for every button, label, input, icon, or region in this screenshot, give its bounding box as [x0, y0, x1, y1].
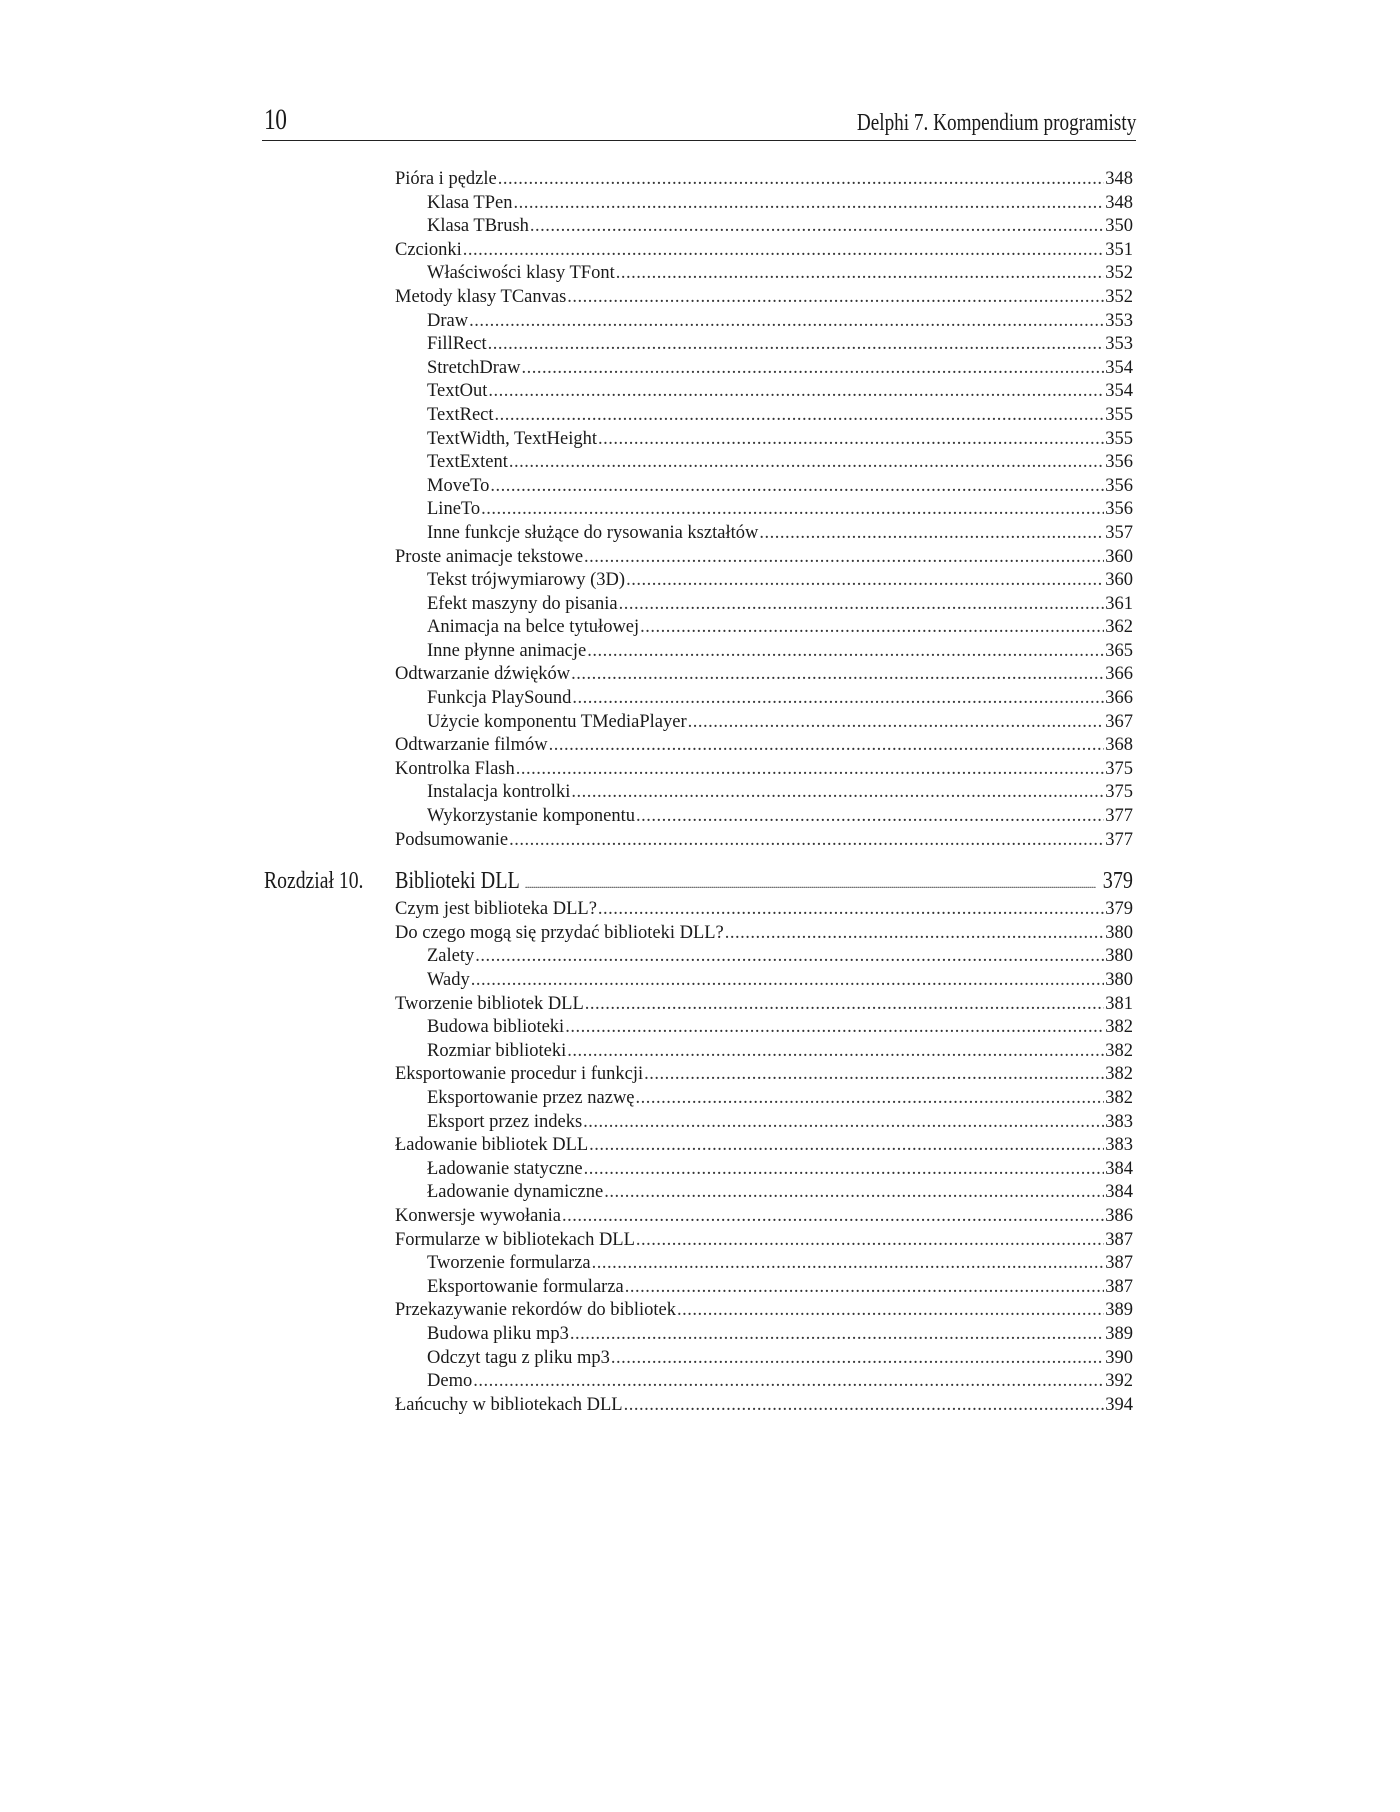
- toc-entry-page: 380: [1105, 970, 1133, 990]
- toc-entry-page: 387: [1105, 1276, 1133, 1297]
- toc-entry: [395, 758, 1133, 782]
- toc-subentry: [395, 262, 1133, 286]
- toc-subentry: [395, 333, 1133, 357]
- toc-entry-title: Proste animacje tekstowe: [395, 546, 584, 567]
- dot-leader: [516, 758, 1105, 782]
- toc-subentry: [395, 569, 1133, 593]
- dot-leader: [725, 922, 1104, 946]
- dot-leader: [495, 404, 1105, 428]
- toc-subentry: [395, 1323, 1133, 1347]
- toc-subentry: [395, 593, 1133, 617]
- dot-leader: [624, 1394, 1105, 1418]
- toc-entry-title: Podsumowanie: [395, 829, 509, 850]
- toc-entry-page: 384: [1105, 1158, 1133, 1179]
- dot-leader: [604, 1181, 1104, 1205]
- toc-subentry: [395, 475, 1133, 499]
- dot-leader: [585, 993, 1104, 1017]
- toc-subentry: [395, 1016, 1133, 1040]
- dot-leader: [583, 1111, 1104, 1135]
- dot-leader: [562, 1205, 1104, 1229]
- toc-entry-title: Odczyt tagu z pliku mp3: [427, 1347, 610, 1368]
- toc-entry: [395, 993, 1133, 1017]
- toc-entry-title: Eksportowanie formularza: [427, 1276, 624, 1297]
- dot-leader: [636, 1229, 1104, 1253]
- toc-section-after-chapter: [395, 898, 1133, 1417]
- toc-entry-title: Łańcuchy w bibliotekach DLL: [395, 1394, 623, 1415]
- toc-entry-title: LineTo: [427, 499, 481, 520]
- dot-leader: [570, 1323, 1104, 1347]
- toc-entry-page: 357: [1105, 522, 1133, 543]
- chapter-heading-row: [395, 864, 1133, 898]
- toc-entry-page: 380: [1105, 946, 1133, 967]
- dot-leader: [688, 711, 1105, 735]
- toc-entry-page: 387: [1105, 1229, 1133, 1250]
- toc-entry-page: 354: [1105, 381, 1133, 402]
- dot-leader: [572, 687, 1104, 711]
- toc-entry-page: 380: [1105, 922, 1133, 943]
- toc-subentry: [395, 616, 1133, 640]
- toc-entry-title: FillRect: [427, 334, 487, 355]
- toc-entry-title: Formularze w bibliotekach DLL: [395, 1229, 635, 1250]
- toc-subentry: [395, 687, 1133, 711]
- dot-leader: [488, 333, 1105, 357]
- toc-entry-title: Metody klasy TCanvas: [395, 286, 567, 307]
- toc-entry-title: Budowa pliku mp3: [427, 1323, 569, 1344]
- toc-entry-page: 382: [1105, 1017, 1133, 1038]
- toc-entry-title: Eksportowanie przez nazwę: [427, 1087, 635, 1108]
- toc-entry-title: Użycie komponentu TMediaPlayer: [427, 711, 687, 732]
- toc-entry-title: Draw: [427, 310, 469, 331]
- dot-leader: [584, 546, 1104, 570]
- toc-entry-title: Ładowanie dynamiczne: [427, 1182, 604, 1203]
- chapter-title: Biblioteki DLL: [395, 868, 520, 895]
- toc-entry-title: Czcionki: [395, 239, 462, 260]
- toc-entry: [395, 663, 1133, 687]
- toc-entry-title: Wady: [427, 970, 470, 990]
- toc-entry-title: Demo: [427, 1371, 473, 1392]
- toc-entry-title: Inne płynne animacje: [427, 640, 587, 661]
- toc-entry-page: 384: [1105, 1182, 1133, 1203]
- toc-entry-page: 353: [1105, 310, 1133, 331]
- dot-leader: [530, 215, 1104, 239]
- toc-subentry: [395, 522, 1133, 546]
- toc-entry: [395, 922, 1133, 946]
- dot-leader: [549, 734, 1105, 758]
- toc-entry-page: 352: [1105, 286, 1133, 307]
- toc-subentry: [395, 1111, 1133, 1135]
- dot-leader: [598, 428, 1104, 452]
- toc-entry-page: 362: [1105, 617, 1133, 638]
- toc-subentry: [395, 969, 1133, 993]
- toc-subentry: [395, 1158, 1133, 1182]
- toc-entry-title: TextExtent: [427, 452, 508, 473]
- dot-leader: [471, 969, 1105, 993]
- toc-subentry: [395, 215, 1133, 239]
- dot-leader: [619, 593, 1105, 617]
- toc-entry-title: Tekst trójwymiarowy (3D): [427, 570, 626, 591]
- toc-entry-page: 348: [1105, 192, 1133, 213]
- toc-subentry: [395, 640, 1133, 664]
- toc-entry-page: 390: [1105, 1347, 1133, 1368]
- toc-entry: [395, 1299, 1133, 1323]
- toc-entry-title: Konwersje wywołania: [395, 1205, 561, 1226]
- toc-subentry: [395, 711, 1133, 735]
- toc-entry-title: Animacja na belce tytułowej: [427, 617, 640, 638]
- page-header: [262, 100, 1136, 141]
- toc-entry-page: 360: [1105, 570, 1133, 591]
- toc-entry-page: 381: [1105, 993, 1133, 1014]
- chapter-page-number: 379: [1102, 868, 1133, 895]
- dot-leader: [640, 616, 1104, 640]
- toc-entry: [395, 546, 1133, 570]
- dot-leader: [625, 1276, 1105, 1300]
- dot-leader: [626, 569, 1104, 593]
- toc-subentry: [395, 1252, 1133, 1276]
- toc-subentry: [395, 1347, 1133, 1371]
- toc-entry: [395, 1063, 1133, 1087]
- toc-entry-page: 375: [1105, 758, 1133, 779]
- dot-leader: [522, 357, 1105, 381]
- table-of-contents: [395, 168, 1133, 1417]
- dot-leader: [567, 1040, 1104, 1064]
- dot-leader: [473, 1370, 1104, 1394]
- toc-subentry: [395, 451, 1133, 475]
- dot-leader: [509, 451, 1104, 475]
- toc-entry: [395, 1394, 1133, 1418]
- toc-entry-page: 361: [1105, 593, 1133, 614]
- toc-subentry: [395, 1370, 1133, 1394]
- dot-leader: [571, 663, 1104, 687]
- toc-entry-title: Eksport przez indeks: [427, 1111, 583, 1132]
- page-number: 10: [264, 103, 287, 136]
- dot-leader: [636, 1087, 1105, 1111]
- toc-entry-page: 383: [1105, 1135, 1133, 1156]
- toc-entry-page: 351: [1105, 239, 1133, 260]
- toc-entry-title: Czym jest biblioteka DLL?: [395, 899, 597, 920]
- toc-entry-page: 382: [1105, 1064, 1133, 1085]
- toc-entry-title: Funkcja PlaySound: [427, 688, 572, 709]
- dot-leader: [567, 286, 1104, 310]
- toc-entry-title: Instalacja kontrolki: [427, 782, 571, 803]
- toc-entry: [395, 286, 1133, 310]
- toc-entry-title: Tworzenie formularza: [427, 1253, 591, 1274]
- toc-entry: [395, 898, 1133, 922]
- toc-entry-title: StretchDraw: [427, 357, 521, 378]
- toc-entry-page: 377: [1105, 829, 1133, 850]
- toc-entry: [395, 1134, 1133, 1158]
- toc-entry-title: Kontrolka Flash: [395, 758, 515, 779]
- toc-entry-page: 375: [1105, 782, 1133, 803]
- toc-entry-page: 355: [1105, 404, 1133, 425]
- toc-entry-title: Eksportowanie procedur i funkcji: [395, 1064, 644, 1085]
- dot-leader: [481, 498, 1104, 522]
- toc-entry-page: 379: [1105, 899, 1133, 920]
- toc-entry-title: Odtwarzanie dźwięków: [395, 664, 571, 685]
- toc-entry-page: 366: [1105, 688, 1133, 709]
- toc-entry-title: MoveTo: [427, 475, 490, 496]
- dot-leader: [592, 1252, 1105, 1276]
- toc-entry-title: Pióra i pędzle: [395, 169, 497, 189]
- dot-leader: [611, 1347, 1104, 1371]
- dot-leader: [509, 829, 1104, 853]
- toc-entry-page: 348: [1105, 169, 1133, 189]
- toc-entry-page: 352: [1105, 263, 1133, 284]
- toc-entry-title: Klasa TPen: [427, 192, 513, 213]
- toc-entry: [395, 1229, 1133, 1253]
- toc-entry-title: Do czego mogą się przydać biblioteki DLL?: [395, 922, 724, 943]
- toc-entry-page: 392: [1105, 1371, 1133, 1392]
- toc-entry-page: 394: [1105, 1394, 1133, 1415]
- toc-entry-title: Przekazywanie rekordów do bibliotek: [395, 1300, 677, 1321]
- dot-leader: [463, 239, 1104, 263]
- toc-entry-title: Tworzenie bibliotek DLL: [395, 993, 584, 1014]
- toc-entry-title: Ładowanie bibliotek DLL: [395, 1135, 589, 1156]
- dot-leader: [565, 1016, 1104, 1040]
- dot-leader: [498, 168, 1105, 192]
- toc-entry-page: 382: [1105, 1087, 1133, 1108]
- dot-leader: [469, 310, 1104, 334]
- dot-leader: [589, 1134, 1104, 1158]
- toc-entry-page: 355: [1105, 428, 1133, 449]
- toc-entry: [395, 829, 1133, 853]
- dot-leader: [644, 1063, 1104, 1087]
- toc-subentry: [395, 1040, 1133, 1064]
- toc-subentry: [395, 404, 1133, 428]
- toc-entry-title: Rozmiar biblioteki: [427, 1040, 567, 1061]
- dot-leader: [587, 640, 1104, 664]
- toc-entry-page: 360: [1105, 546, 1133, 567]
- toc-entry-title: Odtwarzanie filmów: [395, 735, 548, 756]
- toc-entry-page: 383: [1105, 1111, 1133, 1132]
- toc-entry-title: Zalety: [427, 946, 475, 967]
- toc-subentry: [395, 428, 1133, 452]
- dot-leader: [490, 475, 1104, 499]
- toc-entry-title: Inne funkcje służące do rysowania kształtów: [427, 522, 759, 543]
- toc-entry-title: TextOut: [427, 381, 488, 402]
- toc-subentry: [395, 1087, 1133, 1111]
- toc-entry: [395, 239, 1133, 263]
- toc-subentry: [395, 310, 1133, 334]
- toc-entry-page: 386: [1105, 1205, 1133, 1226]
- dot-leader: [571, 781, 1104, 805]
- toc-entry-page: 356: [1105, 475, 1133, 496]
- toc-entry-page: 356: [1105, 452, 1133, 473]
- toc-subentry: [395, 357, 1133, 381]
- toc-entry-title: Budowa biblioteki: [427, 1017, 565, 1038]
- toc-entry-page: 389: [1105, 1300, 1133, 1321]
- toc-subentry: [395, 781, 1133, 805]
- toc-subentry: [395, 805, 1133, 829]
- toc-subentry: [395, 1181, 1133, 1205]
- toc-subentry: [395, 1276, 1133, 1300]
- toc-subentry: [395, 192, 1133, 216]
- toc-entry: [395, 734, 1133, 758]
- toc-entry-page: 353: [1105, 334, 1133, 355]
- toc-subentry: [395, 498, 1133, 522]
- dot-leader: [475, 945, 1104, 969]
- toc-entry-page: 356: [1105, 499, 1133, 520]
- toc-entry: [395, 168, 1133, 192]
- toc-entry-page: 367: [1105, 711, 1133, 732]
- toc-section-before-chapter: [395, 168, 1133, 852]
- toc-entry-page: 368: [1105, 735, 1133, 756]
- toc-entry-page: 382: [1105, 1040, 1133, 1061]
- toc-entry-title: Klasa TBrush: [427, 216, 529, 237]
- toc-entry-page: 387: [1105, 1253, 1133, 1274]
- dot-leader: [584, 1158, 1105, 1182]
- toc-entry-title: Wykorzystanie komponentu: [427, 806, 635, 827]
- toc-entry-page: 350: [1105, 216, 1133, 237]
- toc-entry-title: Efekt maszyny do pisania: [427, 593, 618, 614]
- toc-entry-title: TextRect: [427, 404, 494, 425]
- toc-entry: [395, 1205, 1133, 1229]
- toc-entry-page: 389: [1105, 1323, 1133, 1344]
- dot-leader: [525, 864, 1096, 901]
- book-title: Delphi 7. Kompendium programisty: [856, 110, 1136, 136]
- toc-entry-page: 366: [1105, 664, 1133, 685]
- dot-leader: [616, 262, 1105, 286]
- dot-leader: [513, 192, 1104, 216]
- toc-subentry: [395, 380, 1133, 404]
- toc-entry-title: Właściwości klasy TFont: [427, 263, 615, 284]
- toc-entry-title: Ładowanie statyczne: [427, 1158, 583, 1179]
- dot-leader: [636, 805, 1104, 829]
- dot-leader: [488, 380, 1104, 404]
- chapter-label: Rozdział 10.: [264, 868, 364, 895]
- toc-entry-page: 354: [1105, 357, 1133, 378]
- toc-entry-page: 365: [1105, 640, 1133, 661]
- dot-leader: [677, 1299, 1104, 1323]
- toc-entry-page: 377: [1105, 806, 1133, 827]
- dot-leader: [598, 898, 1104, 922]
- dot-leader: [759, 522, 1104, 546]
- toc-subentry: [395, 945, 1133, 969]
- toc-entry-title: TextWidth, TextHeight: [427, 428, 597, 449]
